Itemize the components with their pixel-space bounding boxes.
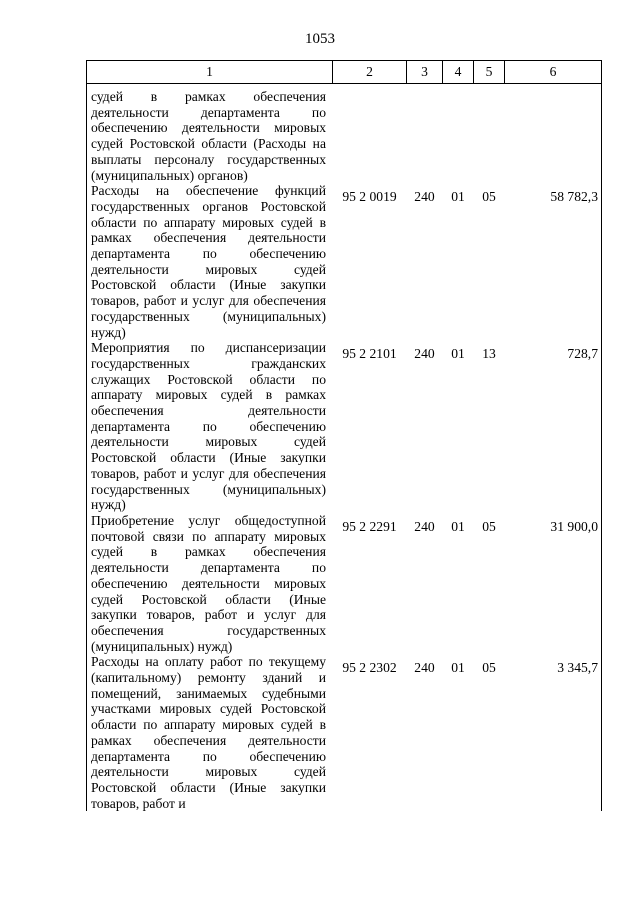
row-pr: 13 <box>482 346 496 362</box>
row-code: 95 2 2101 <box>342 346 397 362</box>
table-header-row <box>87 61 602 84</box>
row-pr: 05 <box>482 660 496 676</box>
column-header: 1 <box>87 61 333 84</box>
row-code: 95 2 2291 <box>342 518 397 534</box>
row-pr: 05 <box>482 189 496 205</box>
table-row-continuation <box>87 84 602 184</box>
column-header: 4 <box>443 61 474 84</box>
row-amount: 728,7 <box>505 340 602 513</box>
row-description: Расходы на обеспечение функций государственных органов Ростовской области по аппарату мировых судей в рамках обеспечения деятельности департамента по обеспечению деятельности мировых судей Ростовской области (Иные закупки товаров, работ и услуг для обеспечения государственных (муниципальных) нужд) <box>87 183 333 340</box>
row-rz: 01 <box>451 518 465 534</box>
row-pr: 05 <box>482 518 496 534</box>
column-header: 2 <box>333 61 407 84</box>
row-vr: 240 <box>414 346 435 362</box>
table-row <box>87 654 602 811</box>
row-description: Мероприятия по диспансеризации государственных гражданских служащих Ростовской области по аппарату мировых судей в рамках обеспечения деятельности департамента по обеспечению деятельности мировых судей Ростовской области (Иные закупки товаров, работ и услуг для обеспечения государственных (муниципальных) нужд) <box>87 340 333 513</box>
row-amount: 3 345,7 <box>505 654 602 811</box>
page-number: 1053 <box>305 31 335 47</box>
row-description: судей в рамках обеспечения деятельности департамента по обеспечению деятельности мировых судей Ростовской области (Расходы на выплаты персоналу государственных (муниципальных) органов) <box>87 84 333 184</box>
row-rz: 01 <box>451 189 465 205</box>
budget-table <box>86 60 602 811</box>
row-amount: 58 782,3 <box>505 183 602 340</box>
row-description: Приобретение услуг общедоступной почтовой связи по аппарату мировых судей в рамках обеспечения деятельности департамента по обеспечению деятельности мировых судей Ростовской области (Иные закупки товаров, работ и услуг для обеспечения государственных (муниципальных) нужд) <box>87 513 333 654</box>
row-rz: 01 <box>451 660 465 676</box>
column-header: 6 <box>505 61 602 84</box>
row-code: 95 2 0019 <box>342 189 397 205</box>
table-row <box>87 340 602 513</box>
table-row <box>87 513 602 654</box>
row-vr: 240 <box>414 189 435 205</box>
row-vr: 240 <box>414 660 435 676</box>
column-header: 5 <box>474 61 505 84</box>
row-rz: 01 <box>451 346 465 362</box>
row-amount: 31 900,0 <box>505 513 602 654</box>
row-description: Расходы на оплату работ по текущему (капитальному) ремонту зданий и помещений, занимаемых судебными участками мировых судей Ростовской области по аппарату мировых судей в рамках обеспечения деятельности департамента по обеспечению деятельности мировых судей Ростовской области (Иные закупки товаров, работ и <box>87 654 333 811</box>
row-code: 95 2 2302 <box>342 660 397 676</box>
column-header: 3 <box>407 61 443 84</box>
table-row <box>87 183 602 340</box>
row-vr: 240 <box>414 518 435 534</box>
